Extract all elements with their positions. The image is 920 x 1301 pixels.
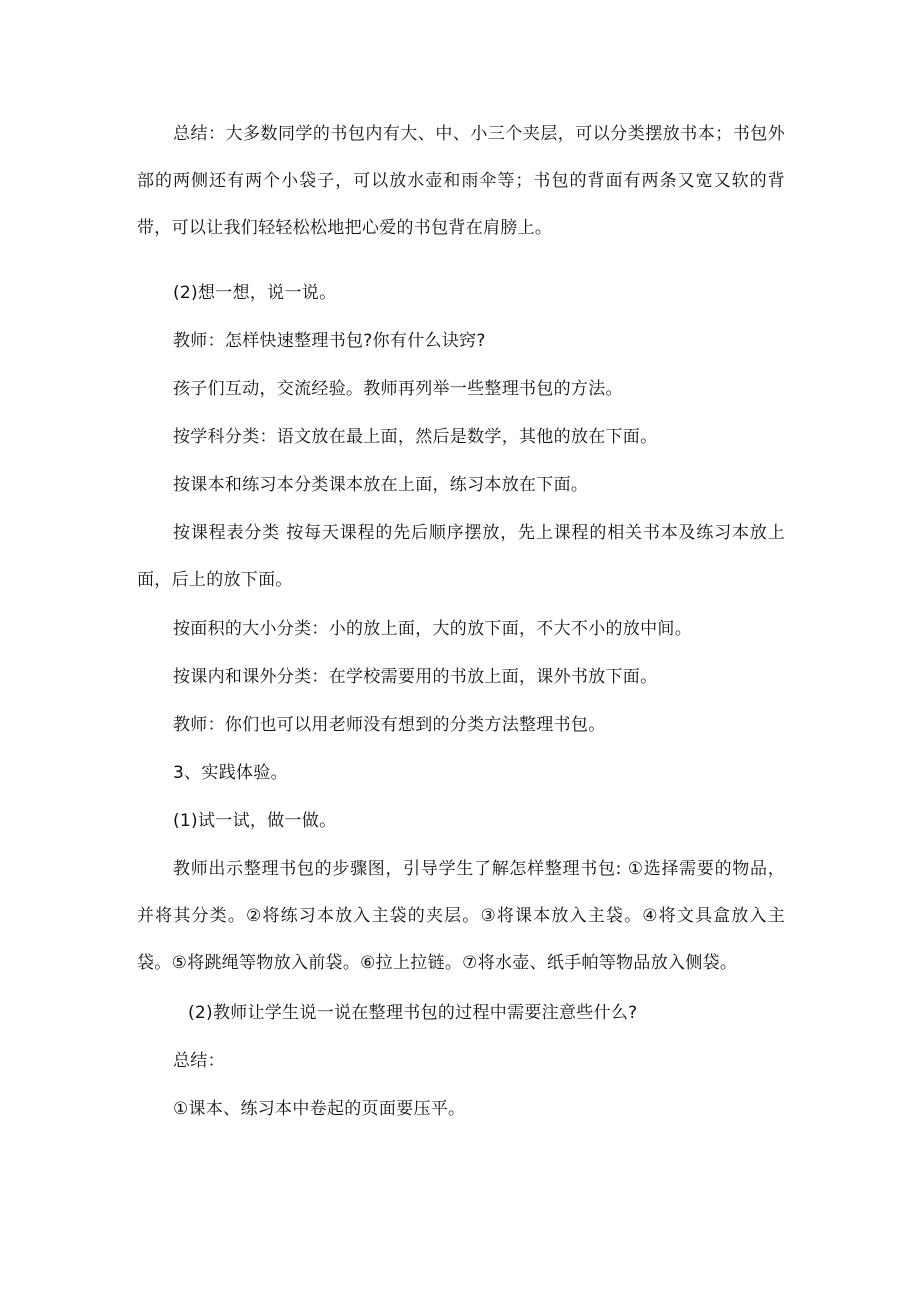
paragraph-flatten-pages: ①课本、练习本中卷起的页面要压平。 bbox=[173, 1099, 466, 1119]
paragraph-by-timetable: 按课程表分类 按每天课程的先后顺序摆放，先上课程的相关书本及练习本放上面，后上的放下面。 bbox=[137, 523, 785, 590]
paragraph-summary-label: 总结： bbox=[173, 1051, 225, 1071]
paragraph-steps: 教师出示整理书包的步骤图，引导学生了解怎样整理书包: ①选择需要的物品，并将其分类。②将练习本放入主袋的夹层。③将课本放入主袋。④将文具盒放入主袋。⑤将跳绳等物放入前袋。⑥拉上拉链。⑦将水壶、纸手帕等物品放入侧袋。 bbox=[137, 859, 785, 973]
paragraph-summary-bag-layers: 总结：大多数同学的书包内有大、中、小三个夹层，可以分类摆放书本；书包外部的两侧还有两个小袋子，可以放水壶和雨伞等；书包的背面有两条又宽又软的背带，可以让我们轻轻松松地把心爱的书包背在肩膀上。 bbox=[137, 124, 785, 238]
paragraph-teacher-other-methods: 教师：你们也可以用老师没有想到的分类方法整理书包。 bbox=[173, 715, 606, 735]
paragraph-attention-question: (2)教师让学生说一说在整理书包的过程中需要注意些什么? bbox=[188, 1003, 638, 1023]
paragraph-practice-heading: 3、实践体验。 bbox=[173, 763, 288, 783]
paragraph-by-in-out-class: 按课内和课外分类：在学校需要用的书放上面，课外书放下面。 bbox=[173, 667, 658, 687]
paragraph-try-and-do: (1)试一试，做一做。 bbox=[173, 811, 337, 831]
paragraph-by-subject: 按学科分类：语文放在最上面，然后是数学，其他的放在下面。 bbox=[173, 427, 658, 447]
paragraph-by-textbook-workbook: 按课本和练习本分类课本放在上面，练习本放在下面。 bbox=[173, 475, 589, 495]
paragraph-think-and-say: (2)想一想，说一说。 bbox=[173, 283, 337, 303]
paragraph-by-size: 按面积的大小分类：小的放上面，大的放下面，不大不小的放中间。 bbox=[173, 619, 692, 639]
paragraph-teacher-question: 教师：怎样快速整理书包?你有什么诀窍? bbox=[173, 331, 486, 351]
paragraph-children-interact: 孩子们互动，交流经验。教师再列举一些整理书包的方法。 bbox=[173, 379, 623, 399]
